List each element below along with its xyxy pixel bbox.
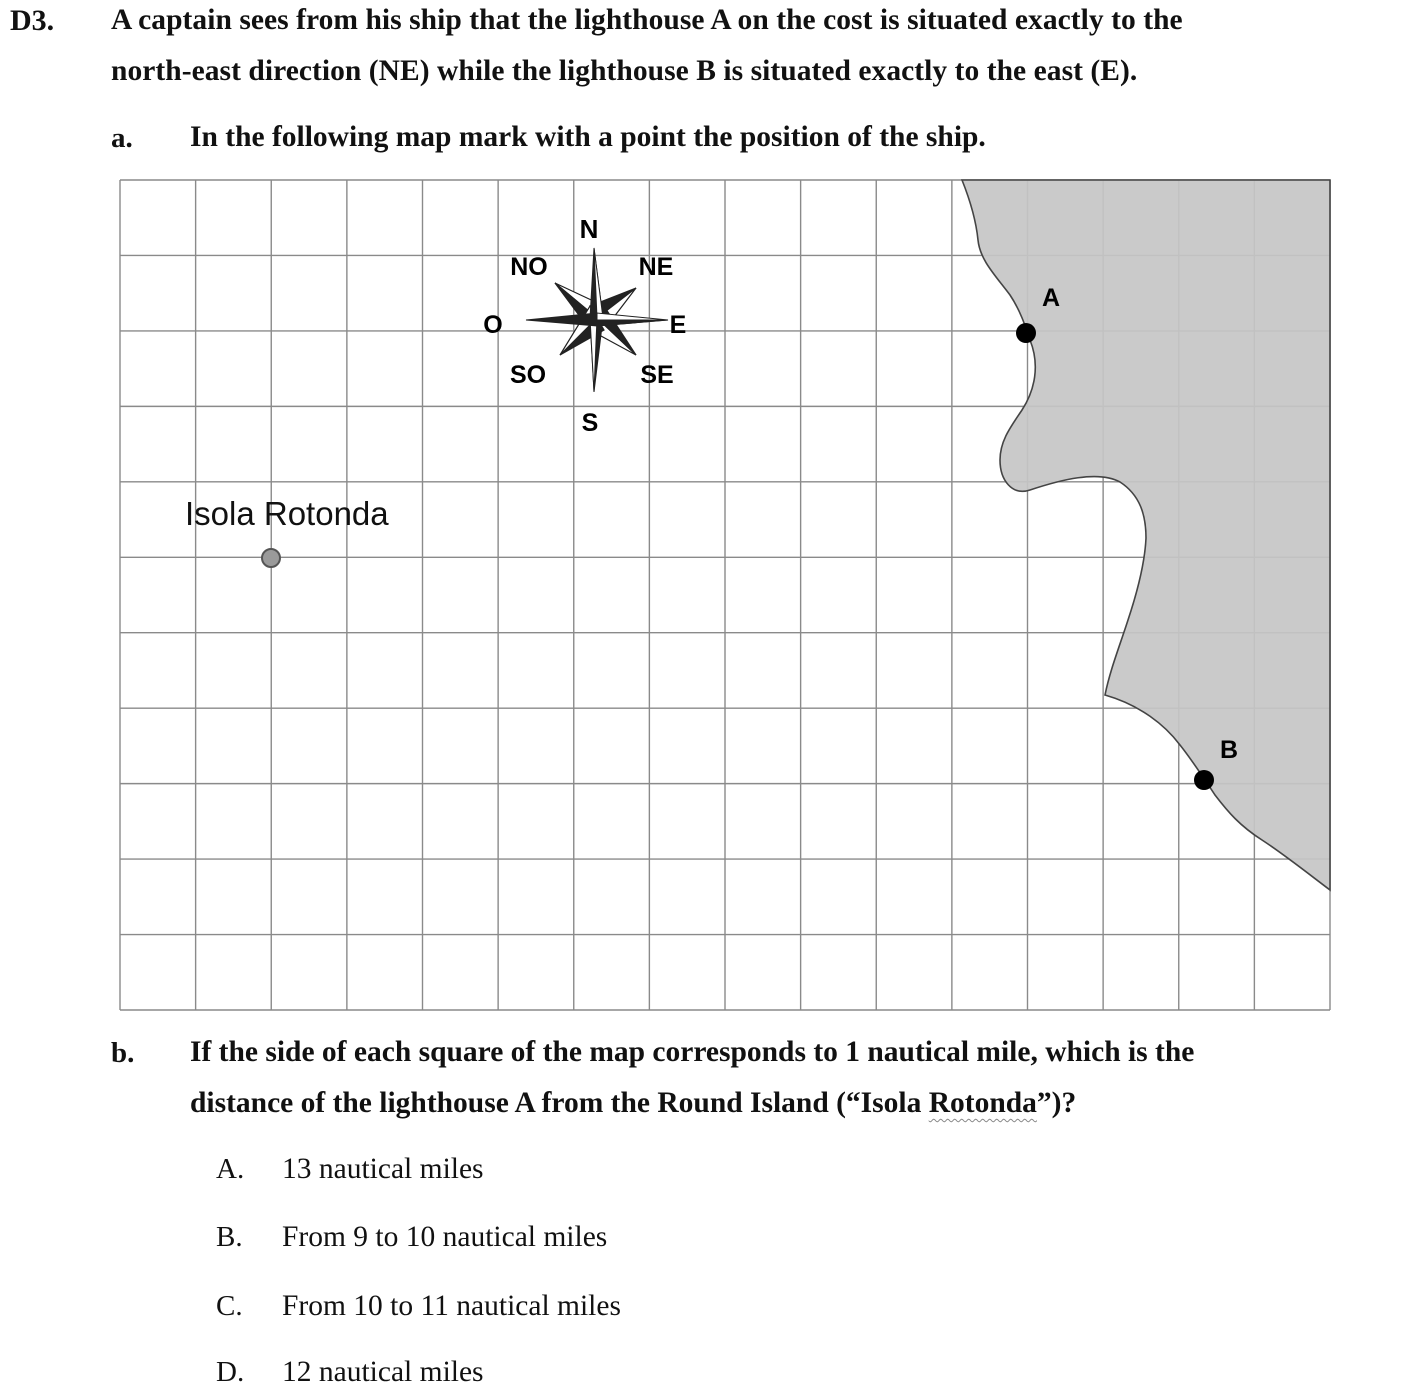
option-c-label: C. xyxy=(216,1290,243,1322)
option-b-label: B. xyxy=(216,1221,243,1253)
compass-rose xyxy=(483,214,686,437)
question-number: D3. xyxy=(10,4,55,37)
lighthouse-b-point xyxy=(1194,770,1214,790)
question-intro-line-1: A captain sees from his ship that the lighthouse A on the cost is situated exactly to the xyxy=(111,4,1183,36)
part-a-text: In the following map mark with a point the position of the ship. xyxy=(190,121,986,153)
option-a-text: 13 nautical miles xyxy=(282,1153,484,1185)
compass-east-label: E xyxy=(669,311,687,339)
compass-northwest-label: NO xyxy=(510,253,548,281)
lighthouse-b-label: B xyxy=(1219,736,1239,764)
part-b-text-line-2 xyxy=(190,1087,1076,1120)
option-a-label: A. xyxy=(216,1153,245,1185)
part-b-text-line-1: If the side of each square of the map corresponds to 1 nautical mile, which is the xyxy=(190,1036,1195,1068)
compass-west-label: O xyxy=(483,311,503,339)
compass-northeast-label: NE xyxy=(638,253,674,281)
option-d-text: 12 nautical miles xyxy=(282,1356,484,1388)
lighthouse-a-point xyxy=(1016,323,1036,343)
compass-south-label: S xyxy=(581,409,599,437)
compass-north-label: N xyxy=(579,214,599,244)
compass-southwest-label: SO xyxy=(509,361,547,389)
compass-southeast-label: SE xyxy=(640,361,674,389)
part-b-text-underlined: Rotonda xyxy=(928,1087,1037,1119)
option-d-label: D. xyxy=(216,1356,245,1388)
question-intro-line-2: north-east direction (NE) while the lighthouse B is situated exactly to the east (E). xyxy=(111,55,1138,87)
part-b-text-before: distance of the lighthouse A from the Round Island (“Isola xyxy=(190,1087,929,1119)
part-a-label: a. xyxy=(111,122,133,154)
option-c-text: From 10 to 11 nautical miles xyxy=(282,1290,621,1322)
part-b-label: b. xyxy=(111,1037,135,1069)
option-b-text: From 9 to 10 nautical miles xyxy=(282,1221,608,1253)
island-label: Isola Rotonda xyxy=(185,495,389,532)
lighthouse-a-label: A xyxy=(1041,284,1061,312)
island-point xyxy=(262,549,280,567)
part-b-text-after: ”)? xyxy=(1036,1087,1077,1119)
